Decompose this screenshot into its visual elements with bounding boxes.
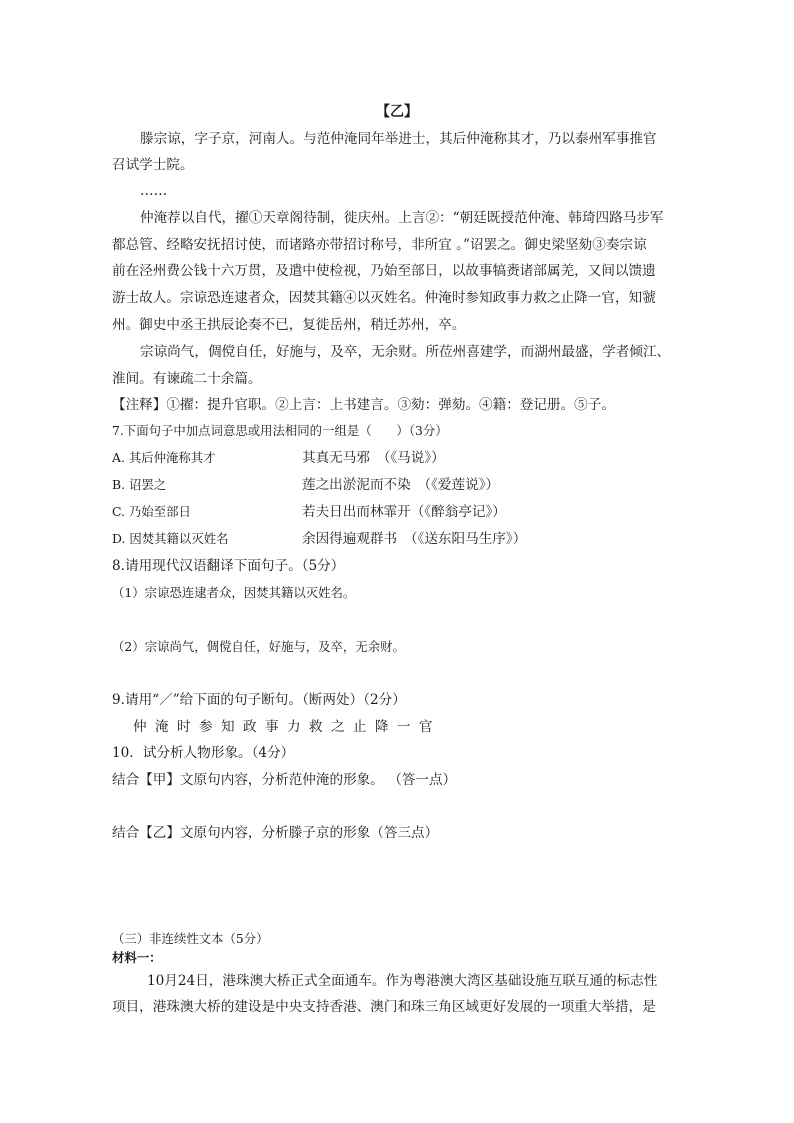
material-label: 材料一： [112, 950, 162, 965]
question-9-stem: 9.请用“／”给下面的句子断句。（断两处）（2分） [112, 692, 406, 708]
option-c-right: 若夫日出而林霏开（《醉翁亭记》） [302, 504, 506, 520]
passage-line: 淮间。有谏疏二十余篇。 [112, 371, 262, 387]
question-8-item-2: （2）宗谅尚气，倜傥自任，好施与，及卒，无余财。 [112, 639, 405, 654]
option-b-right: 莲之出淤泥而不染 （《爱莲说》） [302, 477, 500, 493]
passage-line: 都总管、经略安抚招讨使，而诸路亦带招讨称号，非所宜 。”诏罢之。御史梁坚劾③奏宗谅 [112, 237, 647, 253]
option-d-right: 余因得遍观群书 （《送东阳马生序》） [302, 531, 527, 547]
material-line: 项目，港珠澳大桥的建设是中央支持香港、澳门和珠三角区域更好发展的一项重大举措，是 [112, 999, 656, 1015]
passage-line: 前在泾州费公钱十六万贯，及遣中使检视，乃始至部日，以故事犒赉诸部属羌，又间以馈遗 [112, 263, 656, 279]
option-a-left: A. 其后仲淹称其才 [112, 450, 216, 465]
section-3-heading: （三）非连续性文本（5分） [112, 931, 269, 946]
question-10-part-2: 结合【乙】文原句内容，分析滕子京的形象（答三点） [112, 825, 439, 841]
notes: 【注释】①擢：提升官职。②上言：上书建言。③劾：弹劾。④籍：登记册。⑤子。 [112, 397, 615, 413]
question-7-stem: 7.下面句子中加点词意思或用法相同的一组是（ ）（3分） [112, 423, 448, 438]
passage-line: 仲淹荐以自代，擢①天章阁待制，徙庆州。上言②：“朝廷既授范仲淹、韩琦四路马步军 [140, 210, 664, 226]
passage-line: 州。御史中丞王拱辰论奏不已，复徙岳州，稍迁苏州，卒。 [112, 317, 466, 333]
passage-line: 召试学士院。 [112, 157, 194, 173]
option-d-left: D. 因焚其籍以灭姓名 [112, 531, 229, 546]
section-title: 【乙】 [376, 104, 418, 120]
option-a-right: 其真无马邪 （《马说》） [302, 450, 445, 466]
question-9-sentence: 仲淹时参知政事力救之止降一官 [133, 719, 441, 735]
passage-line: 滕宗谅，字子京，河南人。与范仲淹同年举进士，其后仲淹称其才，乃以泰州军事推官 [140, 131, 657, 147]
ellipsis: …… [140, 183, 168, 199]
question-8-item-1: （1）宗谅恐连逮者众，因焚其籍以灭姓名。 [112, 585, 356, 600]
question-10-stem: 10．试分析人物形象。（4分） [112, 745, 295, 761]
question-8-stem: 8.请用现代汉语翻译下面句子。（5分） [112, 558, 345, 574]
passage-line: 宗谅尚气，倜傥自任，好施与，及卒，无余财。所莅州喜建学，而湖州最盛，学者倾江、 [140, 344, 671, 360]
option-b-left: B. 诏罢之 [112, 477, 167, 492]
option-c-left: C. 乃始至部日 [112, 504, 191, 519]
passage-line: 游士故人。宗谅恐连逮者众，因焚其籍④以灭姓名。仲淹时参知政事力救之止降一官，知虢 [112, 290, 656, 306]
question-10-part-1: 结合【甲】文原句内容，分析范仲淹的形象。 （答一点） [112, 772, 457, 788]
material-line: 10月24日，港珠澳大桥正式全面通车。作为粤港澳大湾区基础设施互联互通的标志性 [147, 973, 658, 989]
